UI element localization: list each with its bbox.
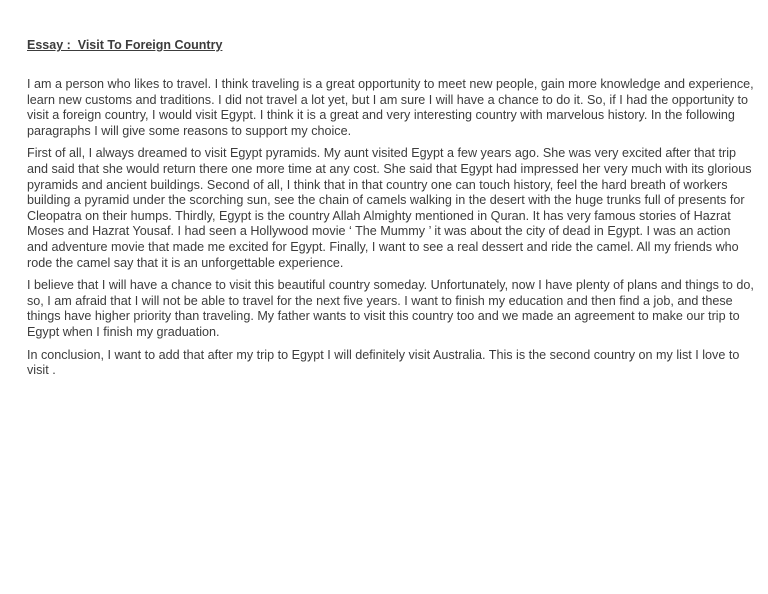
paragraph-intro: I am a person who likes to travel. I think traveling is a great opportunity to meet new people, gain more knowledge and experience, learn new customs and traditions. I did not travel a lot yet, but I am sure I will have a chance to do it. So, if I had the opportunity to visit a foreign country, I would visit Egypt. I think it is a great and very interesting country with marvelous history. In the following paragraphs I will give some reasons to support my choice.	[27, 77, 754, 138]
paragraph-conclusion: In conclusion, I want to add that after my trip to Egypt I will definitely visit Australia. This is the second country on my list I love to visit .	[27, 347, 740, 378]
paragraph-plans: I believe that I will have a chance to visit this beautiful country someday. Unfortunately, now I have plenty of plans and things to do, so, I am afraid that I will not be able to travel for the next five years. I want to finish my education and then find a job, and these things have higher priority than traveling. My father wants to visit this country too and we made an agreement to make our trip to Egypt when I finish my graduation.	[27, 278, 754, 339]
paragraph-reasons: First of all, I always dreamed to visit Egypt pyramids. My aunt visited Egypt a few years ago. She was very excited after that trip and said that she would return there one more time at any cost. She said that Egypt had impressed her very much with its glorious pyramids and ancient buildings. Second of all, I think that in that country one can touch history, feel the hard breath of workers building a pyramid under the scorching sun, see the chain of camels walking in the desert with the huge trunks full of presents for Cleopatra on their humps. Thirdly, Egypt is the country Allah Almighty mentioned in Quran. It has very famous stories of Hazrat Moses and Hazrat Yousaf. I had seen a Hollywood movie ‘ The Mummy ’ it was about the city of dead in Egypt. I was an action and adventure movie that made me excited for Egypt. Finally, I want to see a real dessert and ride the camel. All my friends who rode the camel say that it is an unforgettable experience.	[27, 146, 752, 270]
essay-title: Essay : Visit To Foreign Country	[27, 38, 223, 52]
document-page	[27, 36, 755, 386]
